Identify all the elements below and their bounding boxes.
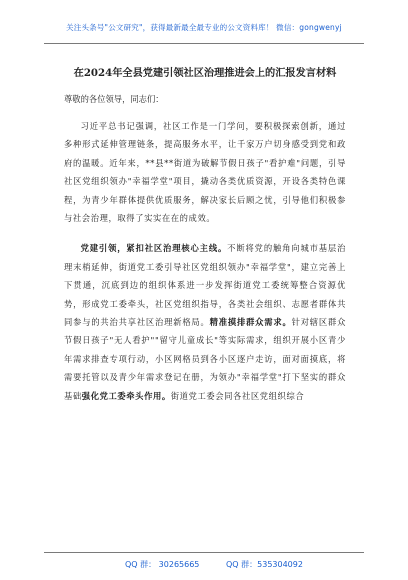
intro-paragraph: 习近平总书记强调，社区工作是一门学问，要积极探索创新，通过多种形式延伸管理链条，提高服务水平，让千家万户切身感受到党和政府的温暖。近年来，**县**街道为破解节假日孩子"看护难"问题，引导社区党组织领办"幸福学堂"项目，撬动各类优质资源，开设各类特色课程，为青少年群体提供优质服务，解决家长后顾之忧，引导他们积极参与社会治理，取得了实实在在的成效。 (64, 121, 346, 224)
qq-group-1: QQ 群： 30265665 (125, 560, 200, 569)
section-heading: 党建引领，紧扣社区治理核心主线。 (80, 243, 228, 254)
subsection-text-2: 街道党工委会同各社区党组织综合 (170, 390, 305, 401)
subsection-text: 针对辖区群众节假日孩子"无人看护""留守儿童成长"等实际需求，组织开展小区青少年需求排查专项行动，小区网格员到各小区逐户走访，面对面摸底，将需要托管以及青少年需求登记在册，为领办"幸福学堂"打下坚实的群众基础 (64, 317, 347, 401)
document-title: 在2024年全县党建引领社区治理推进会上的汇报发言材料 (73, 67, 337, 79)
promo-banner: 关注头条号"公文研究"，获得最新最全最专业的公文资料库！ 微信：gongwenyj (66, 23, 342, 32)
salutation: 尊敬的各位领导，同志们： (64, 94, 164, 104)
document-body (64, 66, 346, 417)
subsection-heading: 精准摸排群众需求。 (209, 317, 292, 328)
section-paragraph (64, 239, 346, 405)
footer-divider (44, 552, 364, 553)
qq-group-2: QQ 群：535304092 (226, 560, 303, 569)
header-divider (44, 43, 364, 44)
section-text: 不断将党的触角向城市基层治理末梢延伸，街道党工委引导社区党组织领办"幸福学堂"，建立完善上下贯通，沉底到边的组织体系进一步发挥街道党工委统筹整合资源优势，形成党工委牵头，社区党组织指导，各类社会组织、志愿者群体共同参与的共治共享社区治理新格局。 (64, 243, 346, 328)
subsection-heading-2: 强化党工委牵头作用。 (81, 390, 171, 401)
